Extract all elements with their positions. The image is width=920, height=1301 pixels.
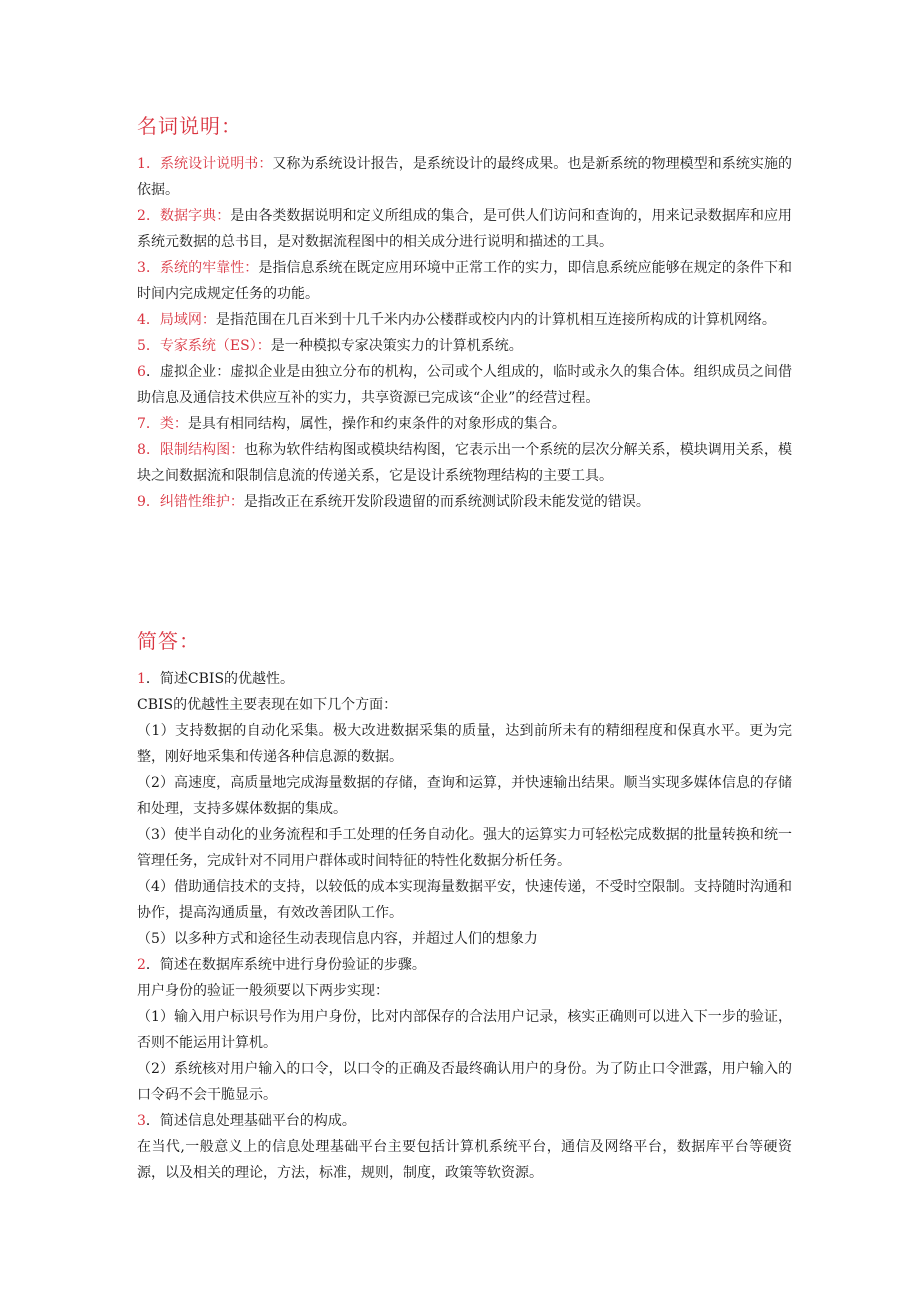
answers-section: [137, 625, 792, 1186]
term-definition: 又称为系统设计报告，是系统设计的最终成果。也是新系统的物理模型和系统实施的依据。: [137, 156, 792, 198]
term-item-1: [137, 151, 792, 203]
question-1-point-4: （4）借助通信技术的支持，以较低的成本实现海量数据平安，快速传递，不受时空限制。支持随时沟通和协作，提高沟通质量，有效改善团队工作。: [137, 879, 792, 921]
term-definition: 是由各类数据说明和定义所组成的集合，是可供人们访问和查询的，用来记录数据库和应用系统元数据的总书目，是对数据流程图中的相关成分进行说明和描述的工具。: [137, 208, 793, 250]
term-definition: 是指改正在系统开发阶段遗留的而系统测试阶段未能发觉的错误。: [243, 494, 650, 510]
term-definition: 是指信息系统在既定应用环境中正常工作的实力，即信息系统应能够在规定的条件下和时间内完成规定任务的功能。: [137, 260, 792, 302]
terms-section: [137, 110, 792, 515]
item-number: 7: [137, 416, 146, 432]
question-2-point-1: （1）输入用户标识号作为用户身份，比对内部保存的合法用户记录，核实正确则可以进入下一步的验证，否则不能运用计算机。: [137, 1009, 792, 1051]
question-2-point-2: （2）系统核对用户输入的口令，以口令的正确及否最终确认用户的身份。为了防止口令泄露，用户输入的口令码不会干脆显示。: [137, 1061, 792, 1103]
item-number: 6: [137, 364, 146, 380]
item-number: 3: [137, 1113, 146, 1129]
item-number: 9: [137, 494, 146, 510]
term-item-5: [137, 333, 792, 359]
term-label: ．局域网：: [145, 312, 216, 328]
term-item-9: [137, 489, 792, 515]
item-number: 1: [137, 156, 146, 172]
item-number: 8: [137, 442, 146, 458]
term-definition: 是具有相同结构，属性，操作和约束条件的对象形成的集合。: [187, 416, 566, 432]
term-definition: 是一种模拟专家决策实力的计算机系统。: [270, 338, 523, 354]
question-3-body: 在当代,一般意义上的信息处理基础平台主要包括计算机系统平台，通信及网络平台，数据库平台等硬资源，以及相关的理论，方法，标准，规则，制度，政策等软资源。: [137, 1139, 792, 1181]
question-1-point-3: （3）使半自动化的业务流程和手工处理的任务自动化。强大的运算实力可轻松完成数据的批量转换和统一管理任务，完成针对不同用户群体或时间特征的特性化数据分析任务。: [137, 827, 792, 869]
answers-heading: 简答：: [137, 629, 200, 653]
term-item-4: [137, 307, 792, 333]
question-2-intro: 用户身份的验证一般须要以下两步实现：: [137, 983, 389, 999]
question-text: ．简述CBIS的优越性。: [145, 671, 295, 687]
term-label: ．纠错性维护：: [145, 494, 244, 510]
term-item-2: [137, 203, 792, 255]
term-definition: ．虚拟企业：虚拟企业是由独立分布的机构，公司或个人组成的，临时或永久的集合体。组织成员之间借助信息及通信技术供应互补的实力，共享资源已完成该“企业”的经营过程。: [137, 364, 792, 406]
item-number: 3: [137, 260, 146, 276]
term-definition: 也称为软件结构图或模块结构图，它表示出一个系统的层次分解关系，模块调用关系，模块之间数据流和限制信息流的传递关系，它是设计系统物理结构的主要工具。: [137, 442, 793, 484]
item-number: 2: [137, 208, 146, 224]
term-definition: 是指范围在几百米到十几千米内办公楼群或校内内的计算机相互连接所构成的计算机网络。: [215, 312, 776, 328]
question-1-title: [137, 666, 792, 692]
question-text: ．简述在数据库系统中进行身份验证的步骤。: [145, 957, 426, 973]
term-label: ．系统的牢靠性：: [145, 260, 259, 276]
question-1-point-5: （5）以多种方式和途径生动表现信息内容，并超过人们的想象力: [137, 931, 538, 947]
question-1-intro: CBIS的优越性主要表现在如下几个方面：: [137, 697, 398, 713]
term-label: ．限制结构图：: [145, 442, 245, 458]
term-item-7: [137, 411, 792, 437]
term-item-8: [137, 437, 792, 489]
term-label: ．系统设计说明书：: [145, 156, 273, 172]
question-1-point-2: （2）高速度，高质量地完成海量数据的存储，查询和运算，并快速输出结果。顺当实现多媒体信息的存储和处理，支持多媒体数据的集成。: [137, 775, 792, 817]
terms-heading: 名词说明：: [137, 114, 242, 138]
item-number: 4: [137, 312, 146, 328]
term-label: ．专家系统（ES）：: [145, 338, 271, 354]
term-label: ．数据字典：: [145, 208, 231, 224]
question-3-title: [137, 1108, 792, 1134]
question-text: ．简述信息处理基础平台的构成。: [145, 1113, 356, 1129]
item-number: 2: [137, 957, 146, 973]
question-1-point-1: （1）支持数据的自动化采集。极大改进数据采集的质量，达到前所未有的精细程度和保真水平。更为完整，刚好地采集和传递各种信息源的数据。: [137, 723, 792, 765]
term-label: ．类：: [145, 416, 188, 432]
question-2-title: [137, 952, 792, 978]
item-number: 1: [137, 671, 146, 687]
term-item-6: [137, 359, 792, 411]
item-number: 5: [137, 338, 146, 354]
term-item-3: [137, 255, 792, 307]
